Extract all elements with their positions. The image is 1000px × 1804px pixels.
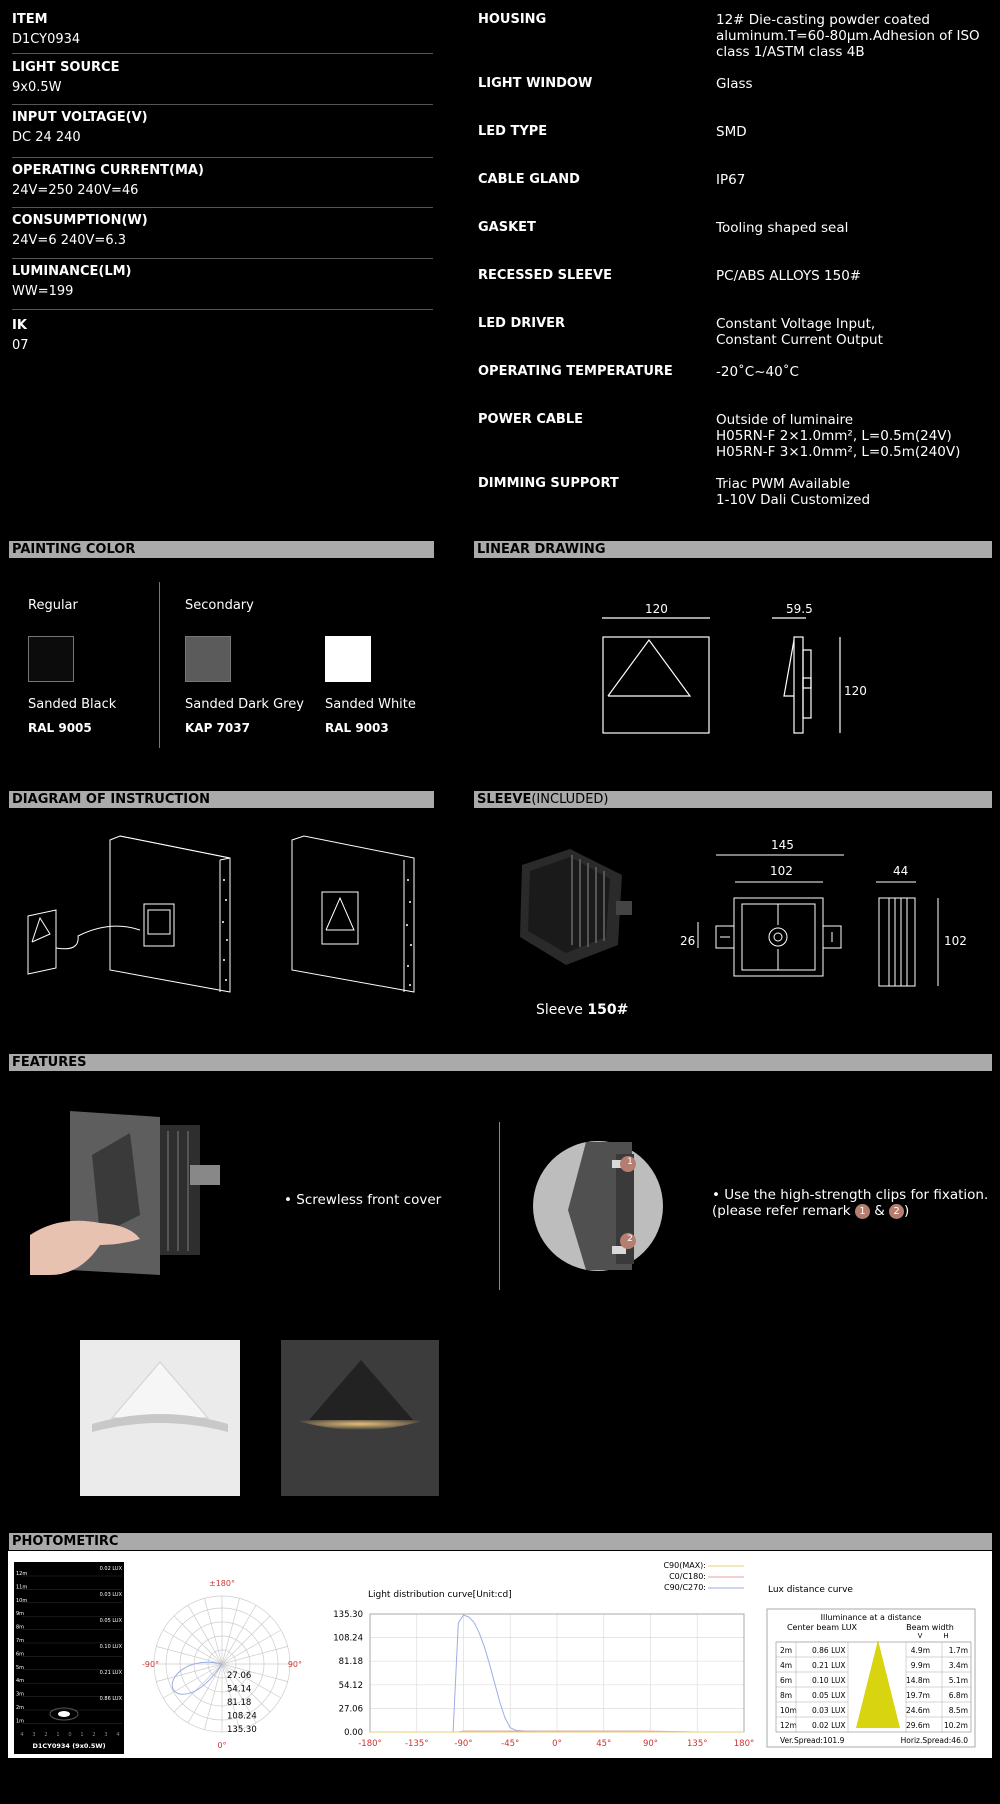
curve-y-tick: 27.06 bbox=[338, 1704, 363, 1715]
painting-divider bbox=[159, 582, 160, 748]
spec-light-source bbox=[12, 60, 433, 105]
lux-row-h: 10.2m bbox=[943, 1721, 968, 1730]
sleeve-render bbox=[510, 845, 640, 965]
spec-operating-current-ma- bbox=[12, 163, 433, 208]
section-sleeve: SLEEVE(INCLUDED) bbox=[474, 791, 992, 808]
iso-x-tick: 1 bbox=[56, 1732, 60, 1738]
spec-value: -20˚C~40˚C bbox=[716, 364, 799, 380]
curve-y-tick: 108.24 bbox=[333, 1633, 363, 1644]
spec-value: 9x0.5W bbox=[12, 80, 62, 95]
secondary-label: Secondary bbox=[185, 598, 254, 613]
linear-drawing bbox=[590, 590, 870, 750]
swatch-sanded-dark-grey bbox=[185, 636, 231, 682]
chip-1: 1 bbox=[855, 1204, 870, 1219]
spec-key: CABLE GLAND bbox=[478, 172, 580, 187]
spec-value: Triac PWM Available 1-10V Dali Customized bbox=[716, 476, 871, 508]
spec-luminance-lm- bbox=[12, 264, 433, 310]
screwless-cover-photo bbox=[30, 1105, 230, 1280]
spec-value: Tooling shaped seal bbox=[716, 220, 849, 236]
spec-key: LIGHT WINDOW bbox=[478, 76, 593, 91]
lux-row-distance: 6m bbox=[780, 1676, 793, 1685]
iso-lux-label: 0.02 LUX bbox=[99, 1566, 122, 1572]
chip-2: 2 bbox=[627, 1234, 633, 1244]
iso-x-tick: 2 bbox=[92, 1732, 96, 1738]
lux-title: Lux distance curve bbox=[768, 1585, 853, 1595]
lux-row-value: 0.21 LUX bbox=[812, 1661, 846, 1670]
spec-value: PC/ABS ALLOYS 150# bbox=[716, 268, 862, 284]
section-photometric: PHOTOMETIRC bbox=[9, 1533, 992, 1550]
iso-row-label: 2m bbox=[16, 1705, 25, 1711]
spec-value: Glass bbox=[716, 76, 753, 92]
swatch-sanded-white bbox=[325, 636, 371, 682]
polar-bottom: 0° bbox=[217, 1741, 227, 1750]
section-painting-color: PAINTING COLOR bbox=[9, 541, 434, 558]
iso-lux-label: 0.10 LUX bbox=[99, 1644, 122, 1650]
lux-row-v: 9.9m bbox=[910, 1661, 930, 1670]
iso-lux-chart bbox=[14, 1562, 124, 1754]
lux-row-h: 6.8m bbox=[948, 1691, 968, 1700]
curve-x-tick: 45° bbox=[596, 1739, 612, 1749]
iso-row-label: 6m bbox=[16, 1651, 25, 1658]
spec-key: HOUSING bbox=[478, 12, 547, 27]
iso-x-tick: 0 bbox=[68, 1732, 72, 1738]
polar-ring-label: 135.30 bbox=[227, 1725, 257, 1735]
spec-key: OPERATING CURRENT(MA) bbox=[12, 163, 204, 178]
instruction-diagram bbox=[20, 830, 420, 1000]
lux-row-value: 0.02 LUX bbox=[812, 1721, 846, 1730]
lux-row-value: 0.05 LUX bbox=[812, 1691, 846, 1700]
curve-legend-label: C90(MAX): bbox=[663, 1561, 706, 1570]
lux-col-beam: Beam width bbox=[906, 1623, 954, 1632]
iso-x-tick: 2 bbox=[44, 1732, 48, 1738]
lux-hor-spread: Horiz.Spread:46.0 bbox=[900, 1736, 968, 1745]
curve-y-tick: 135.30 bbox=[333, 1610, 363, 1620]
clips-photo bbox=[532, 1140, 664, 1272]
iso-lux-label: 0.86 LUX bbox=[99, 1696, 122, 1702]
lux-row-v: 24.6m bbox=[905, 1706, 930, 1715]
lux-row-h: 5.1m bbox=[948, 1676, 968, 1685]
lux-ver-spread: Ver.Spread:101.9 bbox=[780, 1736, 845, 1745]
lux-distance-chart bbox=[760, 1580, 980, 1752]
iso-row-label: 9m bbox=[16, 1611, 25, 1618]
lux-col-v: V bbox=[917, 1632, 923, 1640]
polar-top: ±180° bbox=[209, 1579, 235, 1588]
chip-2: 2 bbox=[889, 1204, 904, 1219]
iso-caption: D1CY0934 (9x0.5W) bbox=[32, 1742, 106, 1750]
iso-lux-label: 0.21 LUX bbox=[99, 1670, 122, 1676]
curve-x-tick: -45° bbox=[501, 1739, 520, 1749]
spec-value: Outside of luminaire H05RN-F 2×1.0mm², L=0.5m(24V) H05RN-F 3×1.0mm², L=0.5m(240V) bbox=[716, 412, 961, 460]
lux-row-v: 14.8m bbox=[905, 1676, 930, 1685]
linear-height: 120 bbox=[844, 684, 867, 698]
iso-x-tick: 3 bbox=[104, 1732, 108, 1738]
regular-label: Regular bbox=[28, 598, 78, 613]
linear-width: 120 bbox=[645, 602, 668, 616]
lux-row-distance: 4m bbox=[780, 1661, 793, 1670]
curve-x-tick: 135° bbox=[687, 1739, 708, 1749]
lux-row-h: 1.7m bbox=[948, 1646, 968, 1655]
spec-key: RECESSED SLEEVE bbox=[478, 268, 612, 283]
iso-x-tick: 3 bbox=[32, 1732, 36, 1738]
spec-key: OPERATING TEMPERATURE bbox=[478, 364, 673, 379]
feature-clips: • Use the high-strength clips for fixation. (please refer remark 1 & 2 ) bbox=[712, 1187, 989, 1219]
polar-ring-label: 27.06 bbox=[227, 1671, 252, 1681]
curve-x-tick: 0° bbox=[552, 1739, 562, 1749]
sleeve-height: 102 bbox=[944, 934, 967, 948]
sleeve-inner: 102 bbox=[770, 864, 793, 878]
sleeve-depth: 44 bbox=[893, 864, 909, 878]
polar-ring-label: 54.14 bbox=[227, 1684, 252, 1695]
spec-key: INPUT VOLTAGE(V) bbox=[12, 110, 148, 125]
spec-key: IK bbox=[12, 318, 27, 333]
iso-row-label: 8m bbox=[16, 1624, 25, 1631]
spec-input-voltage-v- bbox=[12, 110, 433, 158]
lux-row-v: 19.7m bbox=[905, 1691, 930, 1700]
iso-row-label: 5m bbox=[16, 1664, 25, 1671]
iso-row-label: 1m bbox=[16, 1718, 25, 1725]
iso-x-tick: 1 bbox=[80, 1732, 84, 1738]
section-instruction: DIAGRAM OF INSTRUCTION bbox=[9, 791, 434, 808]
lux-row-value: 0.03 LUX bbox=[812, 1706, 846, 1715]
iso-row-label: 3m bbox=[16, 1691, 25, 1698]
lux-header: Illuminance at a distance bbox=[820, 1613, 922, 1622]
curve-x-tick: -90° bbox=[454, 1739, 473, 1749]
polar-ring-label: 108.24 bbox=[227, 1711, 257, 1722]
polar-ring-label: 81.18 bbox=[227, 1698, 252, 1708]
feature-divider bbox=[499, 1122, 500, 1290]
spec-key: GASKET bbox=[478, 220, 536, 235]
iso-lux-label: 0.03 LUX bbox=[99, 1592, 122, 1598]
white-product-photo bbox=[80, 1340, 240, 1496]
swatch-code: KAP 7037 bbox=[185, 721, 250, 735]
curve-x-tick: 90° bbox=[642, 1739, 659, 1749]
spec-value: 07 bbox=[12, 338, 29, 353]
spec-item bbox=[12, 12, 433, 54]
lux-row-v: 4.9m bbox=[910, 1646, 930, 1655]
spec-value: IP67 bbox=[716, 172, 746, 188]
curve-x-tick: 180° bbox=[733, 1739, 755, 1749]
iso-x-tick: 4 bbox=[20, 1732, 24, 1738]
sleeve-caption: Sleeve 150# bbox=[536, 1002, 629, 1018]
iso-row-label: 10m bbox=[16, 1597, 28, 1604]
spec-value: 24V=6 240V=6.3 bbox=[12, 233, 127, 248]
swatch-name: Sanded Black bbox=[28, 697, 117, 712]
spec-value: D1CY0934 bbox=[12, 32, 81, 47]
iso-row-label: 7m bbox=[16, 1638, 25, 1644]
polar-right: 90° bbox=[287, 1660, 302, 1669]
spec-key: POWER CABLE bbox=[478, 412, 584, 427]
spec-key: DIMMING SUPPORT bbox=[478, 476, 619, 491]
sleeve-side-height: 26 bbox=[680, 934, 696, 948]
spec-consumption-w- bbox=[12, 213, 433, 259]
lux-row-distance: 12m bbox=[780, 1721, 797, 1730]
lux-col-h: H bbox=[943, 1632, 949, 1640]
spec-value: SMD bbox=[716, 124, 747, 140]
lux-row-distance: 8m bbox=[780, 1691, 793, 1700]
curve-x-tick: -180° bbox=[358, 1739, 382, 1749]
polar-chart bbox=[140, 1574, 310, 1754]
linear-depth: 59.5 bbox=[786, 602, 813, 616]
chip-1: 1 bbox=[627, 1157, 633, 1167]
lux-row-value: 0.10 LUX bbox=[812, 1676, 846, 1685]
curve-x-tick: -135° bbox=[404, 1739, 429, 1749]
curve-title: Light distribution curve[Unit:cd] bbox=[368, 1590, 512, 1600]
swatch-name: Sanded Dark Grey bbox=[185, 697, 304, 712]
grey-product-photo bbox=[281, 1340, 439, 1496]
lux-row-distance: 10m bbox=[780, 1706, 797, 1715]
spec-value: DC 24 240 bbox=[12, 130, 81, 145]
lux-row-v: 29.6m bbox=[905, 1721, 930, 1730]
lux-row-value: 0.86 LUX bbox=[812, 1646, 846, 1655]
iso-row-label: 11m bbox=[16, 1584, 28, 1591]
curve-y-tick: 54.12 bbox=[338, 1680, 363, 1691]
spec-key: LED DRIVER bbox=[478, 316, 566, 331]
iso-x-tick: 4 bbox=[116, 1732, 120, 1738]
polar-left: -90° bbox=[142, 1660, 160, 1669]
iso-lux-label: 0.05 LUX bbox=[99, 1618, 122, 1624]
swatch-name: Sanded White bbox=[325, 697, 416, 712]
spec-value: Constant Voltage Input, Constant Current Output bbox=[716, 316, 883, 348]
swatch-code: RAL 9005 bbox=[28, 721, 92, 735]
section-features: FEATURES bbox=[9, 1054, 992, 1071]
lux-col-center: Center beam LUX bbox=[786, 1623, 858, 1632]
spec-key: ITEM bbox=[12, 12, 48, 27]
spec-value: 24V=250 240V=46 bbox=[12, 183, 139, 198]
lux-row-distance: 2m bbox=[780, 1646, 793, 1655]
sleeve-drawing bbox=[680, 840, 960, 990]
spec-key: LIGHT SOURCE bbox=[12, 60, 120, 75]
spec-ik bbox=[12, 318, 433, 358]
light-distribution-chart bbox=[328, 1561, 755, 1756]
spec-value: WW=199 bbox=[12, 284, 74, 299]
curve-y-tick: 81.18 bbox=[338, 1657, 363, 1668]
spec-key: LED TYPE bbox=[478, 124, 548, 139]
curve-y-tick: 0.00 bbox=[344, 1728, 363, 1738]
swatch-sanded-black bbox=[28, 636, 74, 682]
iso-row-label: 12m bbox=[16, 1571, 28, 1577]
curve-legend-label: C90/C270: bbox=[663, 1583, 706, 1592]
feature-screwless: • Screwless front cover bbox=[284, 1192, 442, 1208]
lux-row-h: 8.5m bbox=[948, 1706, 968, 1715]
section-linear-drawing: LINEAR DRAWING bbox=[474, 541, 992, 558]
curve-legend-label: C0/C180: bbox=[669, 1572, 706, 1581]
spec-key: CONSUMPTION(W) bbox=[12, 213, 148, 228]
sleeve-overall: 145 bbox=[771, 838, 794, 852]
spec-key: LUMINANCE(LM) bbox=[12, 264, 132, 279]
iso-row-label: 4m bbox=[16, 1678, 25, 1685]
spec-value: 12# Die-casting powder coated aluminum.T=60-80μm.Adhesion of ISO class 1/ASTM class 4B bbox=[716, 12, 980, 60]
swatch-code: RAL 9003 bbox=[325, 721, 389, 735]
lux-row-h: 3.4m bbox=[948, 1661, 968, 1670]
